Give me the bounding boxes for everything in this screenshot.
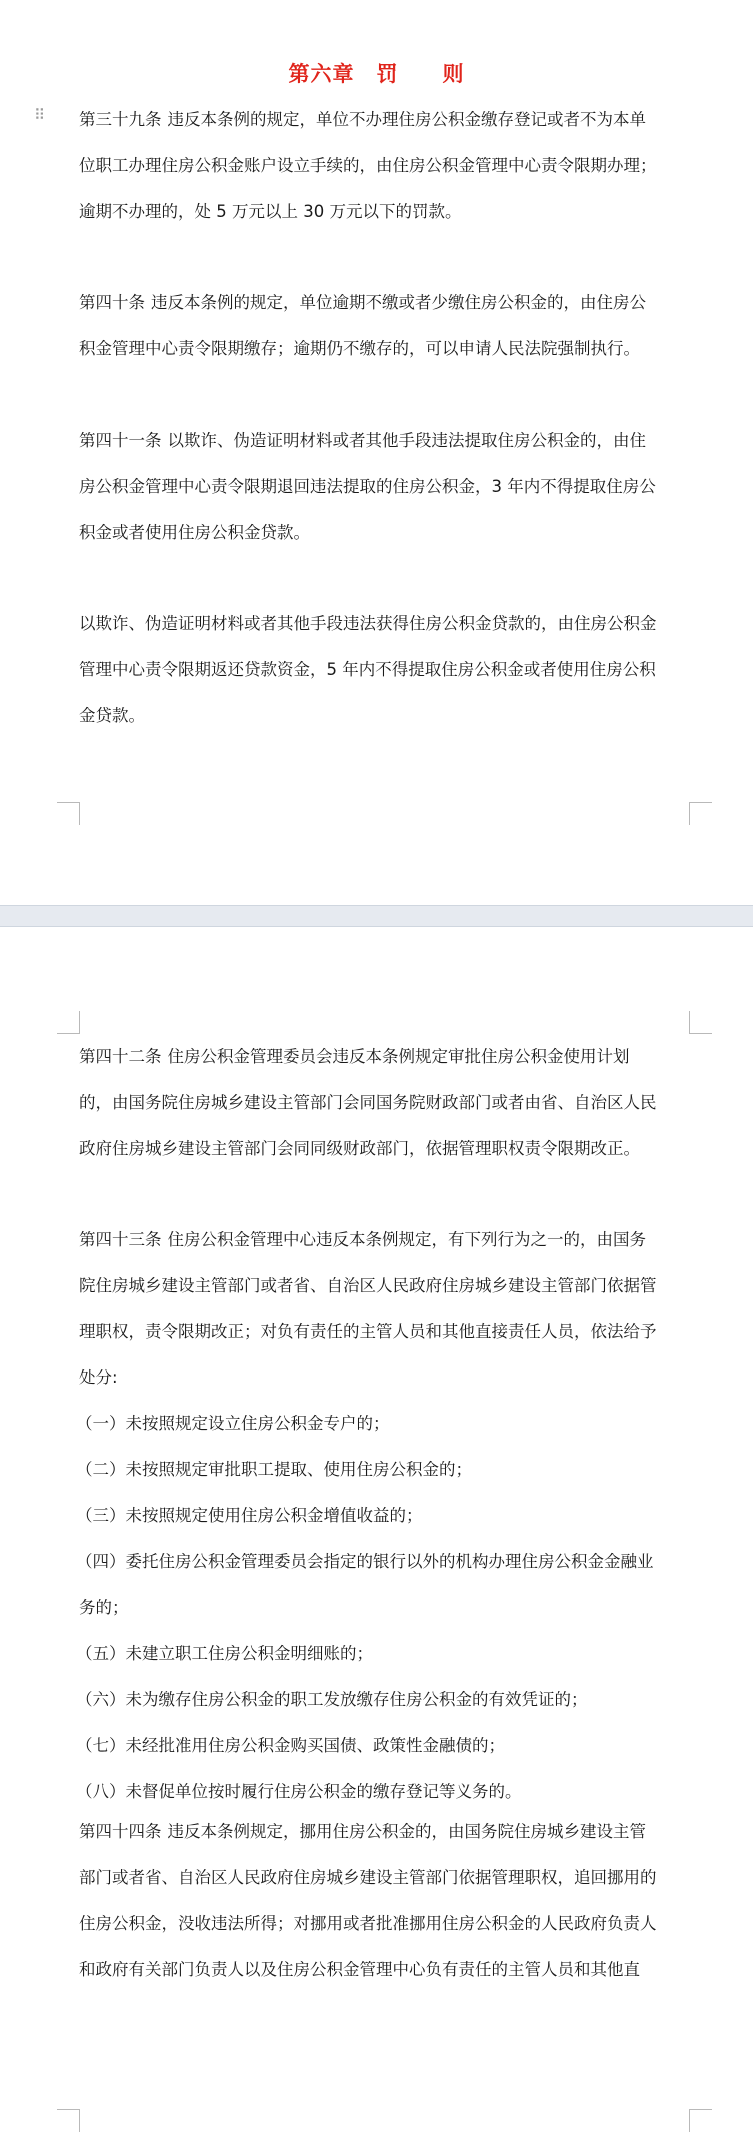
page-separator xyxy=(0,905,753,927)
article-40-number: 第四十条 xyxy=(79,293,145,312)
page-corner-mark-bottom-left xyxy=(57,802,80,825)
page-corner-mark-bottom-left xyxy=(57,2109,80,2132)
chapter-title: 第六章 罚 则 xyxy=(288,61,465,86)
article-41-paragraph-2 xyxy=(79,601,691,739)
article-43-line-3: 理职权，责令限期改正；对负有责任的主管人员和其他直接责任人员，依法给予 xyxy=(79,1322,657,1341)
article-44-line-1: 第四十四条 违反本条例规定，挪用住房公积金的，由国务院住房城乡建设主管 xyxy=(79,1822,646,1841)
article-43-line-1: 第四十三条 住房公积金管理中心违反本条例规定，有下列行为之一的，由国务 xyxy=(79,1230,646,1249)
article-41 xyxy=(79,418,691,556)
article-41-number: 第四十一条 xyxy=(79,431,162,450)
list-item: （七）未经批准用住房公积金购买国债、政策性金融债的； xyxy=(76,1736,505,1755)
article-41-line-3: 积金或者使用住房公积金贷款。 xyxy=(79,523,310,542)
list-item: （八）未督促单位按时履行住房公积金的缴存登记等义务的。 xyxy=(76,1782,522,1801)
drag-handle-icon[interactable]: ⠿ xyxy=(34,106,45,124)
article-43 xyxy=(76,1217,691,1815)
document-page-1 xyxy=(0,0,753,905)
article-39-line-1: 第三十九条 违反本条例的规定，单位不办理住房公积金缴存登记或者不为本单 xyxy=(79,110,646,129)
article-43-line-4: 处分: xyxy=(79,1368,118,1387)
article-40 xyxy=(79,280,691,372)
article-44 xyxy=(79,1809,691,1993)
article-44-number: 第四十四条 xyxy=(79,1822,162,1841)
list-item: （六）未为缴存住房公积金的职工发放缴存住房公积金的有效凭证的； xyxy=(76,1690,588,1709)
article-42-line-3: 政府住房城乡建设主管部门会同同级财政部门，依据管理职权责令限期改正。 xyxy=(79,1139,640,1158)
article-42-number: 第四十二条 xyxy=(79,1047,162,1066)
article-39 xyxy=(79,97,691,235)
article-44-line-2: 部门或者省、自治区人民政府住房城乡建设主管部门依据管理职权，追回挪用的 xyxy=(79,1868,657,1887)
article-40-line-1: 第四十条 违反本条例的规定，单位逾期不缴或者少缴住房公积金的，由住房公 xyxy=(79,293,646,312)
list-item: （四）委托住房公积金管理委员会指定的银行以外的机构办理住房公积金金融业 xyxy=(76,1552,654,1571)
article-43-line-2: 院住房城乡建设主管部门或者省、自治区人民政府住房城乡建设主管部门依据管 xyxy=(79,1276,657,1295)
article-41b-line-1: 以欺诈、伪造证明材料或者其他手段违法获得住房公积金贷款的，由住房公积金 xyxy=(79,614,657,633)
list-item: （一）未按照规定设立住房公积金专户的； xyxy=(76,1414,390,1433)
list-item: （五）未建立职工住房公积金明细账的； xyxy=(76,1644,373,1663)
list-item: （二）未按照规定审批职工提取、使用住房公积金的； xyxy=(76,1460,472,1479)
article-39-line-2: 位职工办理住房公积金账户设立手续的，由住房公积金管理中心责令限期办理； xyxy=(79,156,657,175)
page-corner-mark-top-left xyxy=(57,1011,80,1034)
article-44-line-3: 住房公积金，没收违法所得；对挪用或者批准挪用住房公积金的人民政府负责人 xyxy=(79,1914,657,1933)
article-39-line-3: 逾期不办理的，处 5 万元以上 30 万元以下的罚款。 xyxy=(79,202,462,221)
article-41b-line-2: 管理中心责令限期返还贷款资金，5 年内不得提取住房公积金或者使用住房公积 xyxy=(79,660,656,679)
page-corner-mark-top-right xyxy=(689,1011,712,1034)
article-39-number: 第三十九条 xyxy=(79,110,162,129)
article-41-line-2: 房公积金管理中心责令限期退回违法提取的住房公积金，3 年内不得提取住房公 xyxy=(79,477,656,496)
article-41-line-1: 第四十一条 以欺诈、伪造证明材料或者其他手段违法提取住房公积金的，由住 xyxy=(79,431,646,450)
article-43-number: 第四十三条 xyxy=(79,1230,162,1249)
article-41b-line-3: 金贷款。 xyxy=(79,706,145,725)
article-44-line-4: 和政府有关部门负责人以及住房公积金管理中心负有责任的主管人员和其他直 xyxy=(79,1960,640,1979)
article-42-line-2: 的，由国务院住房城乡建设主管部门会同国务院财政部门或者由省、自治区人民 xyxy=(79,1093,657,1112)
page-corner-mark-bottom-right xyxy=(689,802,712,825)
article-42-line-1: 第四十二条 住房公积金管理委员会违反本条例规定审批住房公积金使用计划 xyxy=(79,1047,630,1066)
document-page-2 xyxy=(0,927,753,2138)
list-item: （三）未按照规定使用住房公积金增值收益的； xyxy=(76,1506,423,1525)
article-40-line-2: 积金管理中心责令限期缴存；逾期仍不缴存的，可以申请人民法院强制执行。 xyxy=(79,339,640,358)
article-42 xyxy=(79,1034,691,1172)
page-corner-mark-bottom-right xyxy=(689,2109,712,2132)
list-item-continuation: 务的； xyxy=(79,1598,129,1617)
